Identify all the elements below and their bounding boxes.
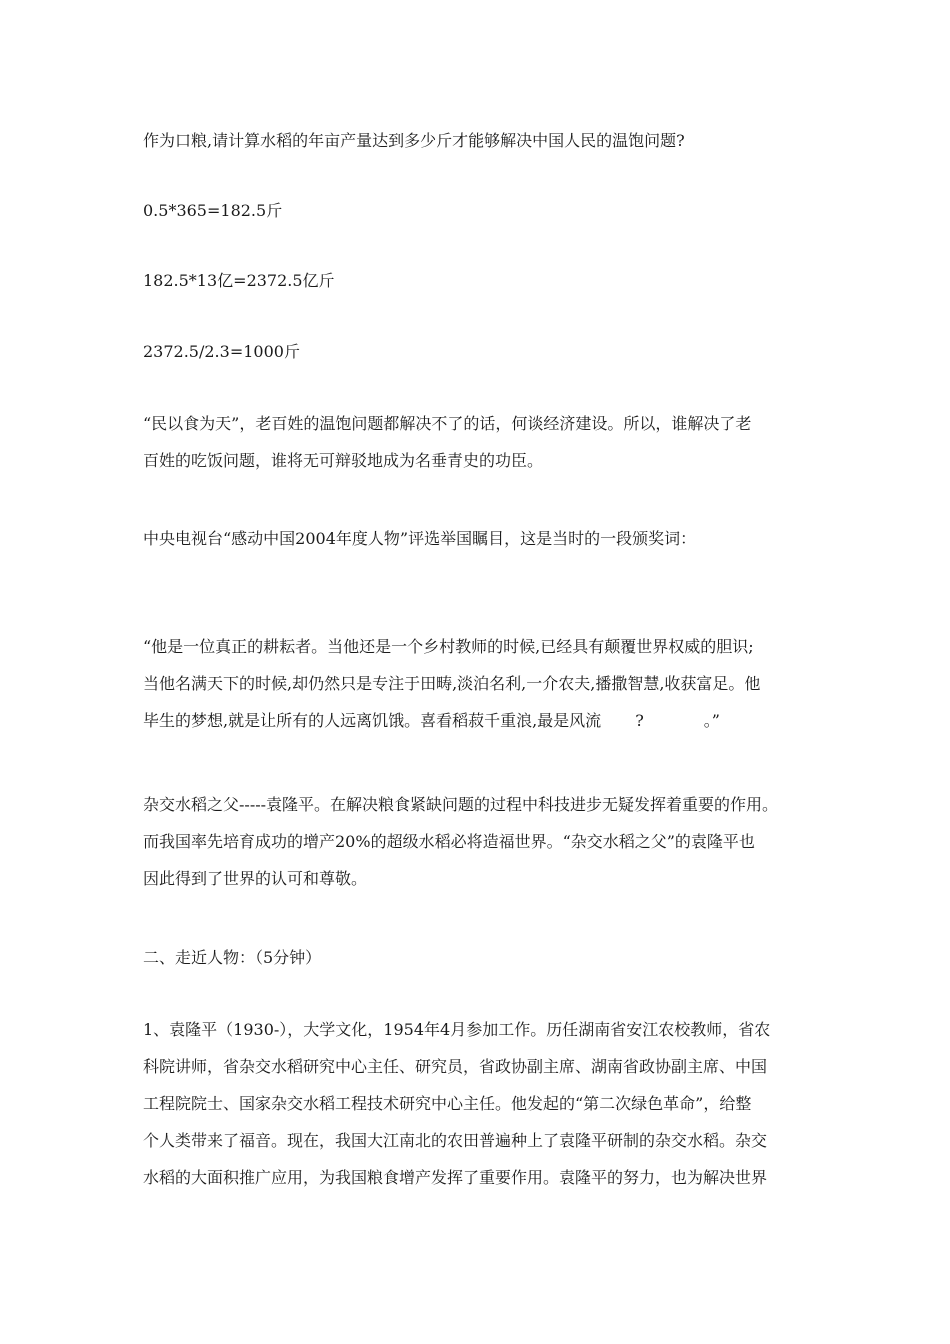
calc-text-1: 0.5*365=182.5斤 [143, 201, 283, 220]
father-line-2: 而我国率先培育成功的增产20%的超级水稻必将造福世界。“杂交水稻之父”的袁隆平也 [143, 832, 755, 851]
calculation-line-1 [143, 192, 843, 229]
food-paragraph [143, 405, 843, 479]
calculation-line-3 [143, 333, 843, 370]
quote-line-1: “他是一位真正的耕耘者。当他还是一个乡村教师的时候,已经具有颠覆世界权威的胆识; [143, 637, 754, 656]
food-line-2: 百姓的吃饭问题，谁将无可辩驳地成为名垂青史的功臣。 [143, 451, 544, 470]
question-text: 作为口粮,请计算水稻的年亩产量达到多少斤才能够解决中国人民的温饱问题? [143, 131, 685, 150]
quote-line-2: 当他名满天下的时候,却仍然只是专注于田畴,淡泊名利,一介农夫,播撒智慧,收获富足。他 [143, 674, 761, 693]
quote-closing: 。” [703, 711, 720, 730]
section-heading [143, 939, 843, 976]
calculation-line-2 [143, 262, 843, 299]
biography-paragraph [143, 1011, 843, 1196]
quote-line-3 [143, 702, 843, 739]
bio-line-5: 水稻的大面积推广应用，为我国粮食增产发挥了重要作用。袁隆平的努力，也为解决世界 [143, 1168, 768, 1187]
bio-line-3: 工程院院士、国家杂交水稻工程技术研究中心主任。他发起的“第二次绿色革命”，给整 [143, 1094, 752, 1113]
bio-line-4: 个人类带来了福音。现在，我国大江南北的农田普遍种上了袁隆平研制的杂交水稻。杂交 [143, 1131, 768, 1150]
father-line-3: 因此得到了世界的认可和尊敬。 [143, 869, 368, 888]
section-heading-text: 二、走近人物：（5分钟） [143, 948, 322, 967]
quote-blank-mark: ? [635, 711, 644, 730]
bio-line-1: 1、袁隆平（1930-），大学文化，1954年4月参加工作。历任湖南省安江农校教师，省农 [143, 1020, 771, 1039]
cctv-text: 中央电视台“感动中国2004年度人物”评选举国瞩目，这是当时的一段颁奖词： [143, 529, 697, 548]
cctv-paragraph [143, 520, 843, 557]
father-paragraph [143, 786, 843, 897]
question-paragraph [143, 122, 843, 159]
bio-line-2: 科院讲师，省杂交水稻研究中心主任、研究员，省政协副主席、湖南省政协副主席、中国 [143, 1057, 768, 1076]
father-line-1: 杂交水稻之父-----袁隆平。在解决粮食紧缺问题的过程中科技进步无疑发挥着重要的作用。 [143, 795, 779, 814]
food-line-1: “民以食为天”，老百姓的温饱问题都解决不了的话，何谈经济建设。所以，谁解决了老 [143, 414, 752, 433]
calc-text-2: 182.5*13亿=2372.5亿斤 [143, 271, 335, 290]
calc-text-3: 2372.5/2.3=1000斤 [143, 342, 300, 361]
award-quote-paragraph [143, 628, 843, 739]
quote-line-3-text: 毕生的梦想,就是让所有的人远离饥饿。喜看稻菽千重浪,最是风流 [143, 711, 602, 730]
